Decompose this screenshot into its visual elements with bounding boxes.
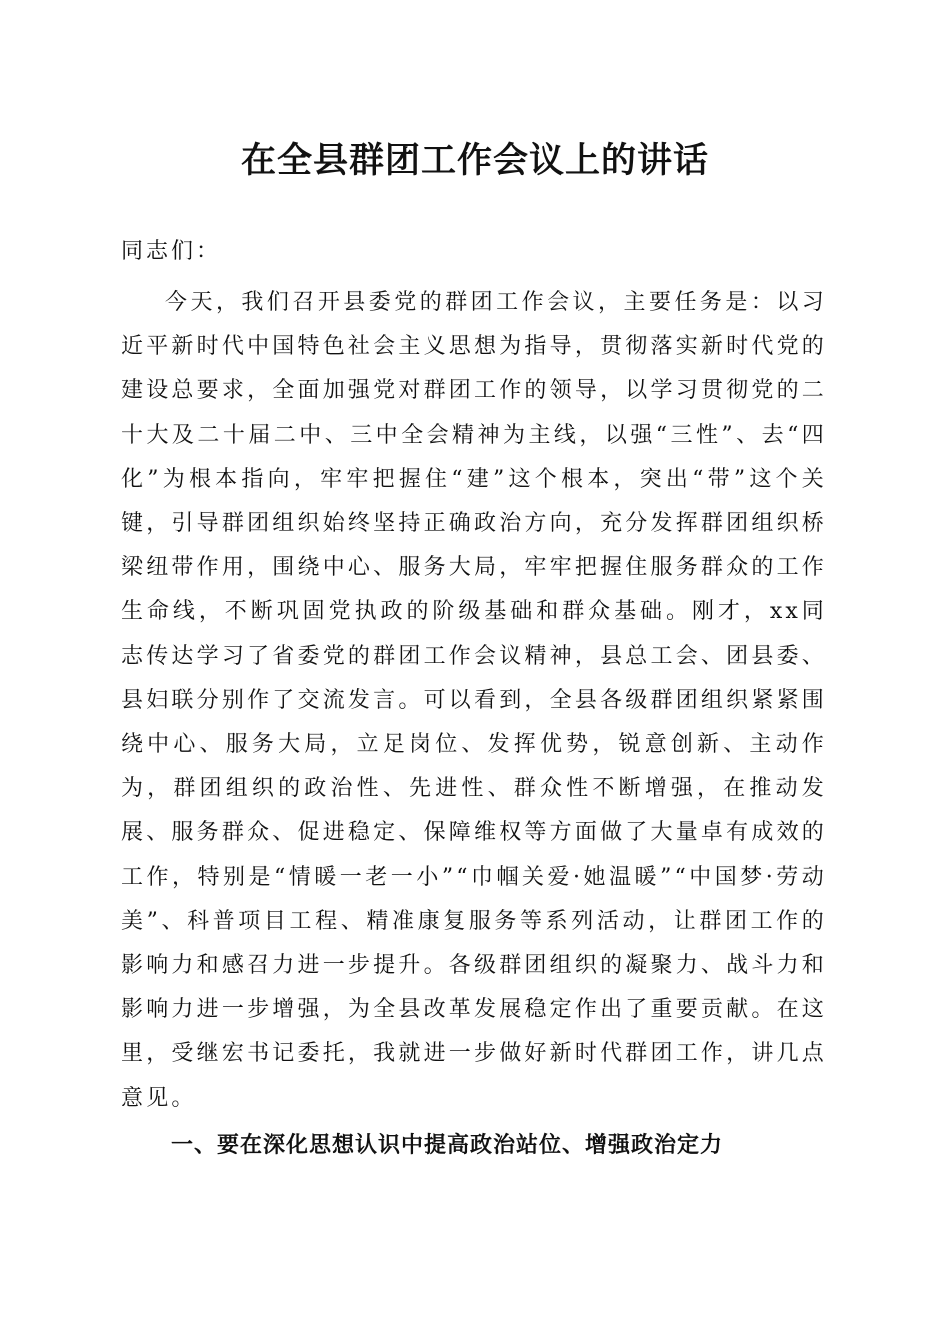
document-title: 在全县群团工作会议上的讲话 bbox=[240, 140, 709, 181]
body-paragraph: 今天，我们召开县委党的群团工作会议，主要任务是：以习近平新时代中国特色社会主义思想为指导，贯彻落实新时代党的建设总要求，全面加强党对群团工作的领导，以学习贯彻党的二十大及二十届二中、三中全会精神为主线，以强“三性”、去“四化”为根本指向，牢牢把握住“建”这个根本，突出“带”这个关键，引导群团组织始终坚持正确政治方向，充分发挥群团组织桥梁纽带作用，围绕中心、服务大局，牢牢把握住服务群众的工作生命线，不断巩固党执政的阶级基础和群众基础。刚才，xx同志传达学习了省委党的群团工作会议精神，县总工会、团县委、县妇联分别作了交流发言。可以看到，全县各级群团组织紧紧围绕中心、服务大局，立足岗位、发挥优势，锐意创新、主动作为，群团组织的政治性、先进性、群众性不断增强，在推动发展、服务群众、促进稳定、保障维权等方面做了大量卓有成效的工作，特别是“情暖一老一小”“巾帼关爱·她温暖”“中国梦·劳动美”、科普项目工程、精准康复服务等系列活动，让群团工作的影响力和感召力进一步提升。各级群团组织的凝聚力、战斗力和影响力进一步增强，为全县改革发展稳定作出了重要贡献。在这里，受继宏书记委托，我就进一步做好新时代群团工作，讲几点意见。 bbox=[121, 290, 827, 1111]
salutation: 同志们： bbox=[121, 239, 222, 264]
section-heading: 一、要在深化思想认识中提高政治站位、增强政治定力 bbox=[171, 1133, 724, 1158]
